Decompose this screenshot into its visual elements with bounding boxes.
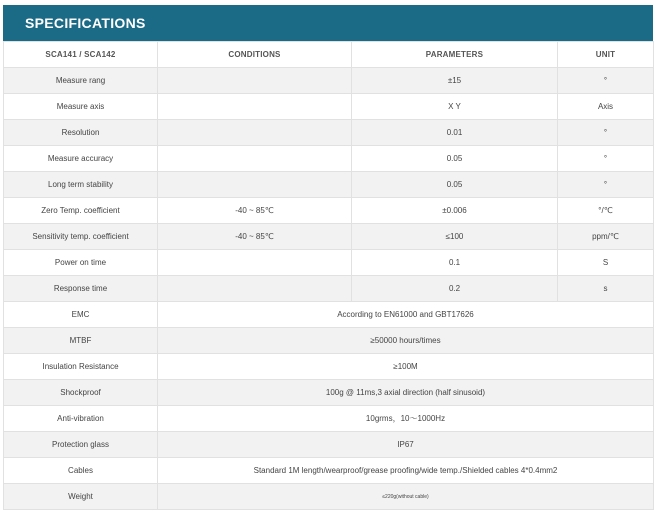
row-unit: Axis [558,94,654,120]
row-value: 100g @ 11ms,3 axial direction (half sinusoid) [158,380,654,406]
row-value: ≤220g(without cable) [158,484,654,510]
row-label: Shockproof [4,380,158,406]
row-parameters: 0.05 [352,172,558,198]
table-row [4,328,654,354]
row-label: Zero Temp. coefficient [4,198,158,224]
row-unit: °/℃ [558,198,654,224]
table-row [4,146,654,172]
specifications-table-body [4,42,654,510]
row-parameters: ±15 [352,68,558,94]
table-row [4,250,654,276]
row-value: IP67 [158,432,654,458]
row-value: ≥50000 hours/times [158,328,654,354]
row-parameters: ≤100 [352,224,558,250]
row-parameters: 0.1 [352,250,558,276]
row-parameters: ±0.006 [352,198,558,224]
row-unit: ° [558,120,654,146]
row-label: Cables [4,458,158,484]
row-parameters: 0.2 [352,276,558,302]
table-row [4,484,654,510]
row-label: Long term stability [4,172,158,198]
table-row [4,172,654,198]
row-label: EMC [4,302,158,328]
row-conditions [158,250,352,276]
row-unit: ° [558,172,654,198]
table-row [4,380,654,406]
column-header-parameters: PARAMETERS [352,42,558,68]
table-row [4,276,654,302]
row-label: MTBF [4,328,158,354]
specifications-title: SPECIFICATIONS [3,5,653,41]
row-label: Measure accuracy [4,146,158,172]
row-unit: ° [558,146,654,172]
table-row [4,224,654,250]
specifications-panel [3,5,653,510]
row-parameters: X Y [352,94,558,120]
row-value: 10grms，10～1000Hz [158,406,654,432]
row-parameters: 0.01 [352,120,558,146]
row-unit: s [558,276,654,302]
row-label: Resolution [4,120,158,146]
row-value: ≥100M [158,354,654,380]
row-label: Power on time [4,250,158,276]
row-value: Standard 1M length/wearproof/grease proofing/wide temp./Shielded cables 4*0.4mm2 [158,458,654,484]
row-label: Anti-vibration [4,406,158,432]
table-row [4,302,654,328]
row-conditions [158,172,352,198]
row-conditions [158,94,352,120]
table-row [4,94,654,120]
row-label: Insulation Resistance [4,354,158,380]
table-row [4,406,654,432]
row-conditions [158,146,352,172]
row-label: Measure axis [4,94,158,120]
row-label: Response time [4,276,158,302]
column-header-unit: UNIT [558,42,654,68]
row-conditions [158,276,352,302]
row-value: According to EN61000 and GBT17626 [158,302,654,328]
table-row [4,458,654,484]
row-conditions [158,120,352,146]
row-unit: ppm/℃ [558,224,654,250]
row-unit: ° [558,68,654,94]
table-row [4,354,654,380]
row-label: Weight [4,484,158,510]
table-row [4,432,654,458]
row-label: Protection glass [4,432,158,458]
table-row [4,198,654,224]
row-unit: S [558,250,654,276]
column-header-model: SCA141 / SCA142 [4,42,158,68]
row-parameters: 0.05 [352,146,558,172]
row-label: Measure rang [4,68,158,94]
specifications-table [3,41,654,510]
row-conditions: -40 ~ 85℃ [158,198,352,224]
column-header-conditions: CONDITIONS [158,42,352,68]
row-conditions: -40 ~ 85℃ [158,224,352,250]
table-row [4,120,654,146]
table-header-row [4,42,654,68]
row-conditions [158,68,352,94]
row-label: Sensitivity temp. coefficient [4,224,158,250]
table-row [4,68,654,94]
